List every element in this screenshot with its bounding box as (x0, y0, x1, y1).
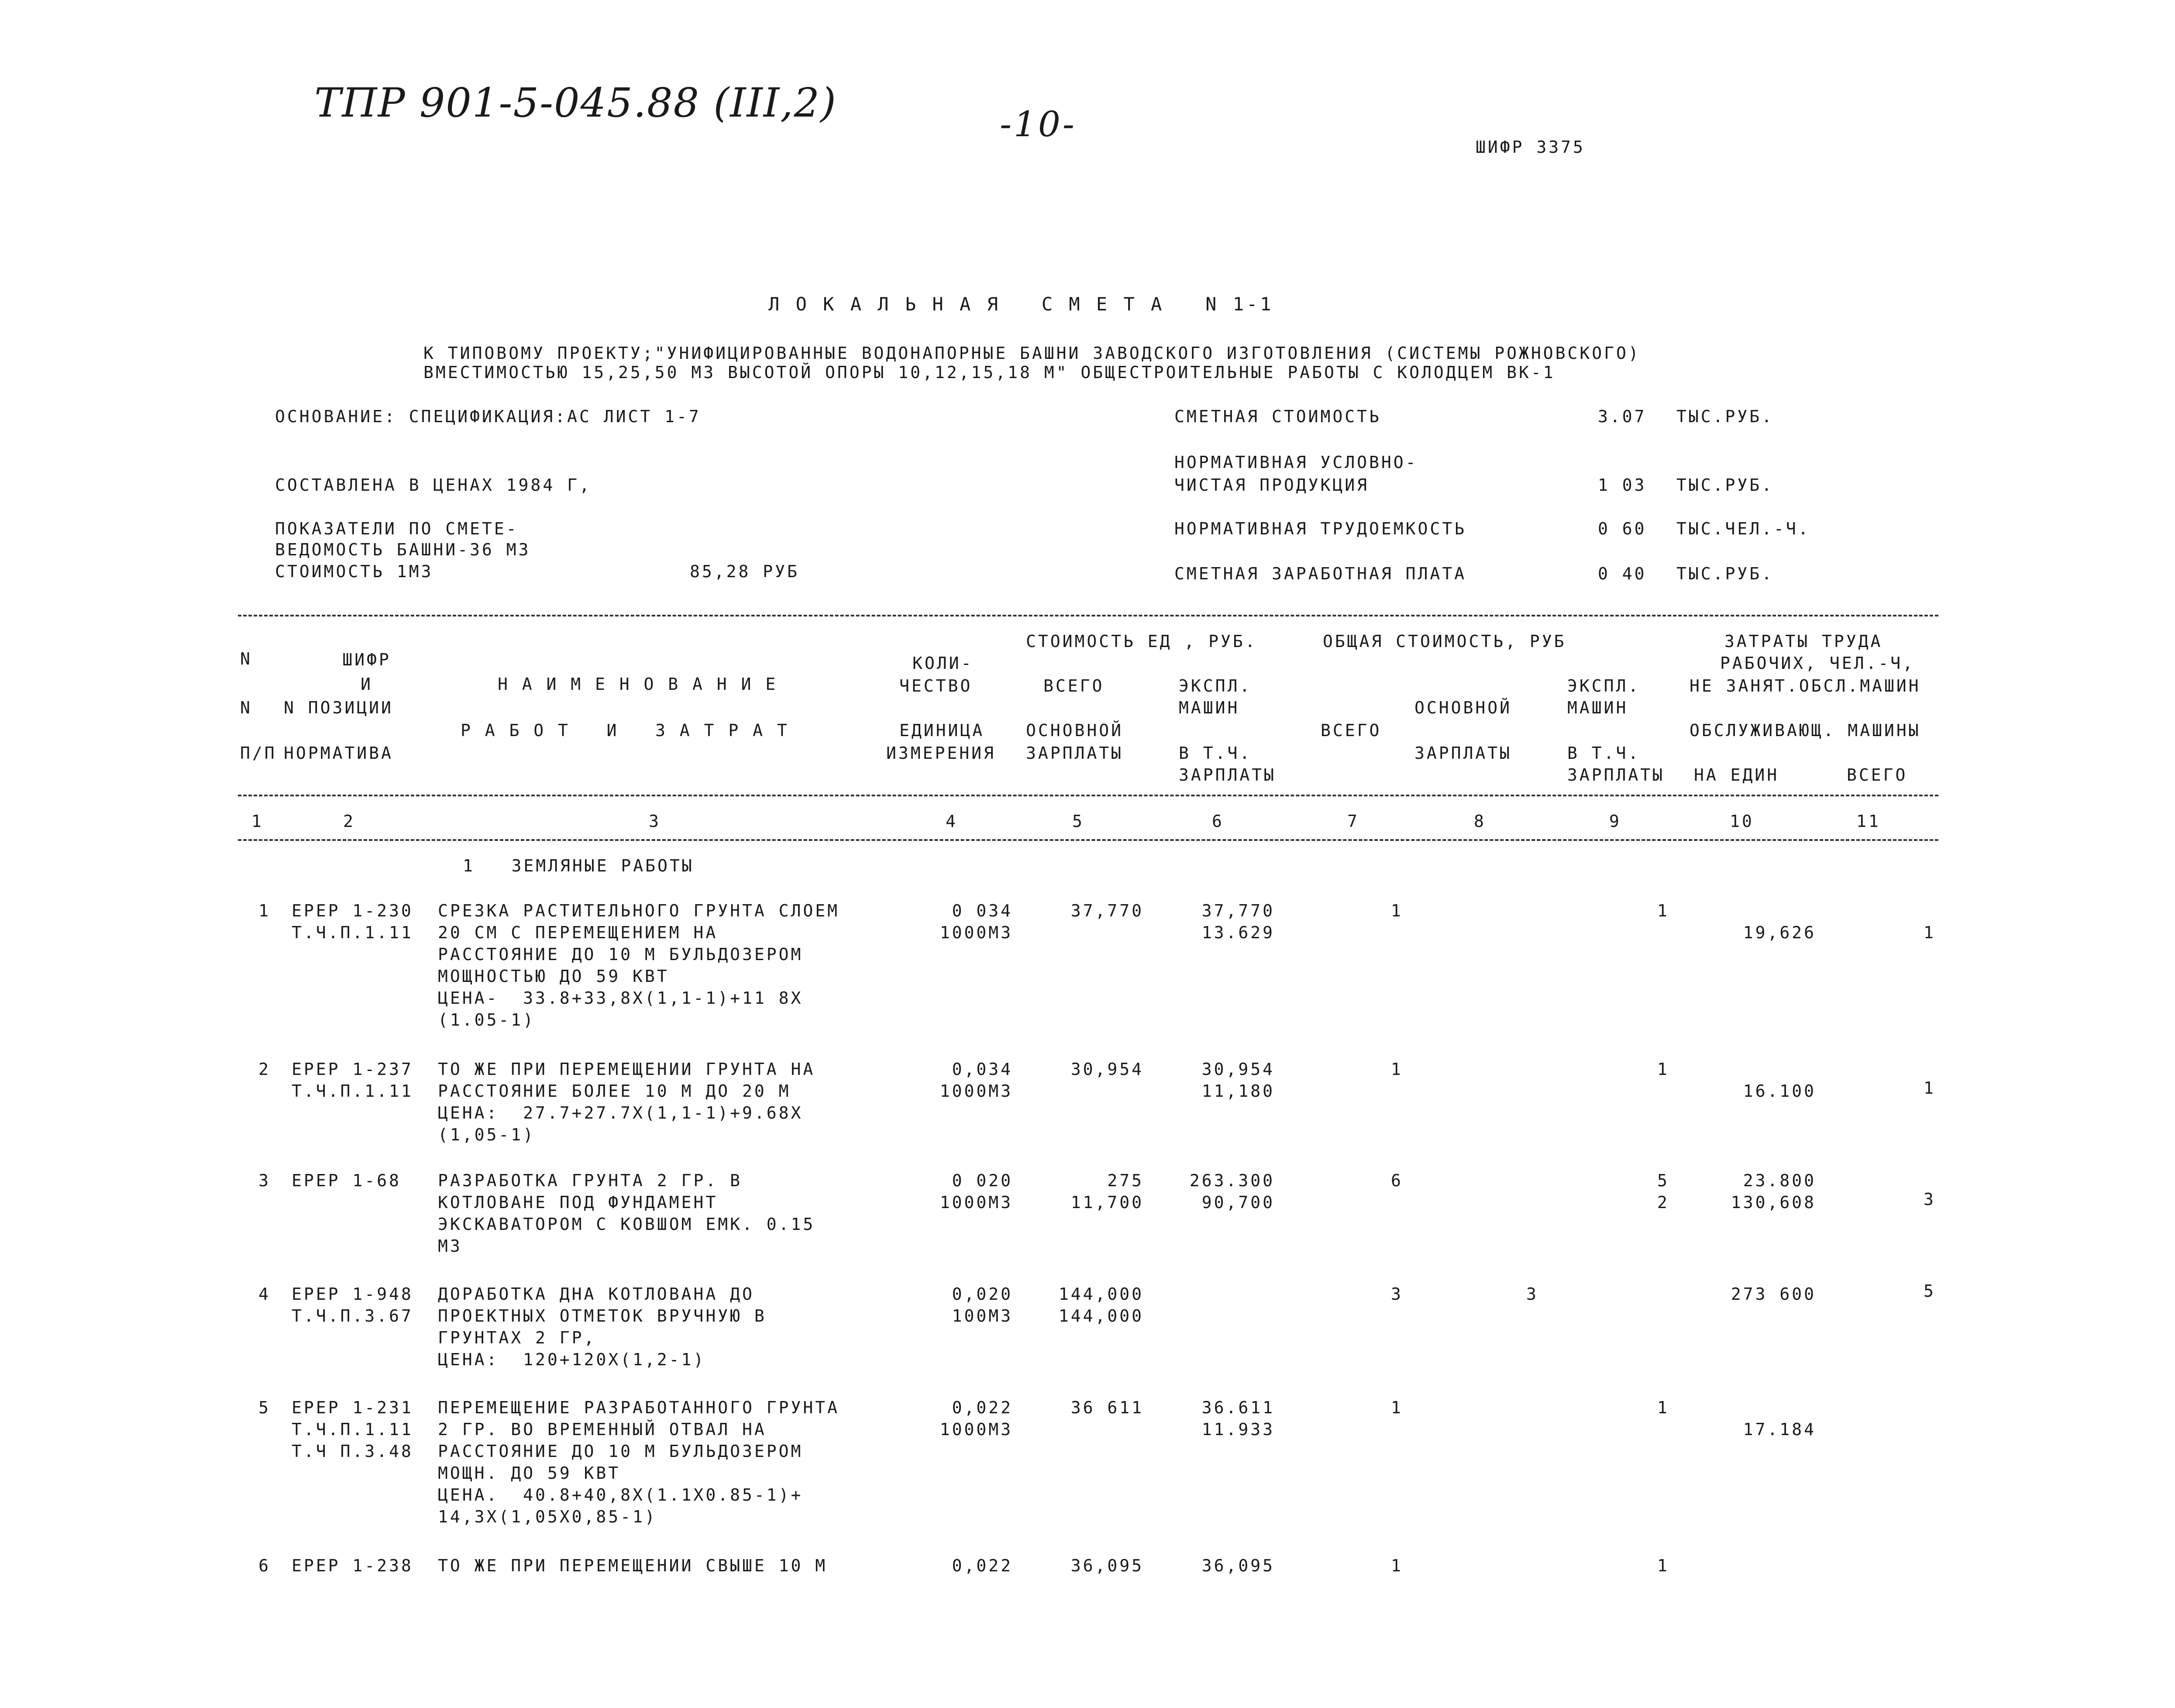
net-product-unit: ТЫС.РУБ. (1676, 475, 1774, 495)
header-col-11: ВСЕГО (1847, 765, 1908, 785)
header-col-8-b: ЗАРПЛАТЫ (1414, 744, 1512, 763)
header-col-3-b: Р А Б О Т И З А Т Р А Т (461, 721, 789, 740)
header-total-cost: ОБЩАЯ СТОИМОСТЬ, РУБ (1323, 632, 1566, 651)
net-product-label-2: ЧИСТАЯ ПРОДУКЦИЯ (1174, 475, 1370, 495)
col-number: 3 (649, 812, 661, 831)
col-number: 2 (343, 812, 355, 831)
header-col-8-a: ОСНОВНОЙ (1414, 698, 1512, 717)
col-number: 4 (946, 812, 958, 831)
header-col-5-a: ВСЕГО (1043, 676, 1105, 696)
col-number: 9 (1609, 812, 1621, 831)
header-col-2-d: НОРМАТИВА (284, 744, 393, 763)
header-unit-cost: СТОИМОСТЬ ЕД , РУБ. (1026, 632, 1257, 651)
wage-fund-label: СМЕТНАЯ ЗАРАБОТНАЯ ПЛАТА (1174, 564, 1467, 583)
header-col-9-a: ЭКСПЛ. (1567, 676, 1641, 696)
labor-intensity-unit: ТЫС.ЧЕЛ.-Ч. (1676, 519, 1810, 538)
labor-intensity-label: НОРМАТИВНАЯ ТРУДОЕМКОСТЬ (1174, 519, 1467, 538)
header-col-2-c: N ПОЗИЦИИ (284, 698, 393, 717)
page-number: -10- (1000, 104, 1077, 145)
col-number: 8 (1474, 812, 1486, 831)
header-col-7: ВСЕГО (1321, 721, 1382, 740)
header-rule-1 (238, 795, 1938, 796)
document-subtitle-line-2: ВМЕСТИМОСТЬЮ 15,25,50 М3 ВЫСОТОЙ ОПОРЫ 10,12,15,18 М" ОБЩЕСТРОИТЕЛЬНЫЕ РАБОТЫ С КОЛОДЦЕМ ВК-1 (423, 363, 1556, 382)
header-col-1-a: N (240, 649, 252, 668)
col-number: 11 (1856, 812, 1881, 831)
header-col-9-d: ЗАРПЛАТЫ (1567, 765, 1665, 785)
header-col-4-a: КОЛИ- (912, 654, 974, 673)
header-col-9-c: В Т.Ч. (1567, 744, 1641, 763)
header-labor-a: ЗАТРАТЫ ТРУДА (1724, 632, 1883, 651)
header-col-2-b: И (361, 675, 373, 694)
header-col-6-d: ЗАРПЛАТЫ (1179, 765, 1277, 785)
indicators-line-3: СТОИМОСТЬ 1М3 (275, 562, 434, 581)
prices-line: СОСТАВЛЕНА В ЦЕНАХ 1984 Г, (275, 475, 592, 495)
col-number: 10 (1730, 812, 1754, 831)
section-title: 1 ЗЕМЛЯНЫЕ РАБОТЫ (463, 856, 694, 875)
indicators-line-1: ПОКАЗАТЕЛИ ПО СМЕТЕ- (275, 519, 519, 538)
table-top-border (238, 615, 1938, 616)
header-col-1-c: П/П (240, 744, 277, 763)
wage-fund-unit: ТЫС.РУБ. (1676, 564, 1774, 583)
header-labor-d: ОБСЛУЖИВАЮЩ. МАШИНЫ (1690, 721, 1921, 740)
col-number: 7 (1347, 812, 1359, 831)
labor-intensity-value: 0 60 (1598, 519, 1647, 538)
handwritten-project-code: ТПР 901-5-045.88 (III,2) (314, 79, 837, 126)
estimate-cost-label: СМЕТНАЯ СТОИМОСТЬ (1174, 407, 1381, 426)
net-product-label-1: НОРМАТИВНАЯ УСЛОВНО- (1174, 453, 1418, 472)
net-product-value: 1 03 (1598, 475, 1647, 495)
header-col-5-b: ОСНОВНОЙ (1026, 721, 1124, 740)
header-col-1-b: N (240, 698, 252, 717)
basis-line: ОСНОВАНИЕ: СПЕЦИФИКАЦИЯ:АС ЛИСТ 1-7 (275, 407, 701, 426)
estimate-cost-unit: ТЫС.РУБ. (1676, 407, 1774, 426)
header-col-3-a: Н А И М Е Н О В А Н И Е (498, 675, 778, 694)
document-subtitle-line-1: К ТИПОВОМУ ПРОЕКТУ;"УНИФИЦИРОВАННЫЕ ВОДОНАПОРНЫЕ БАШНИ ЗАВОДСКОГО ИЗГОТОВЛЕНИЯ (СИСТЕМЫ РОЖНОВСКОГО) (423, 344, 1641, 363)
header-col-6-b: МАШИН (1179, 698, 1240, 717)
cost-per-m3: 85,28 РУБ (690, 562, 799, 581)
header-col-4-d: ИЗМЕРЕНИЯ (886, 744, 996, 763)
header-labor-c: НЕ ЗАНЯТ.ОБСЛ.МАШИН (1690, 676, 1921, 696)
header-col-4-b: ЧЕСТВО (899, 676, 973, 696)
document-title: Л О К А Л Ь Н А Я С М Е Т А N 1-1 (768, 293, 1274, 315)
header-col-9-b: МАШИН (1567, 698, 1628, 717)
indicators-line-2: ВЕДОМОСТЬ БАШНИ-36 М3 (275, 540, 531, 559)
header-col-6-c: В Т.Ч. (1179, 744, 1252, 763)
wage-fund-value: 0 40 (1598, 564, 1647, 583)
header-rule-2 (238, 839, 1938, 841)
header-col-10: НА ЕДИН (1694, 765, 1779, 785)
col-number: 6 (1212, 812, 1224, 831)
header-col-6-a: ЭКСПЛ. (1179, 676, 1252, 696)
header-col-2-a: ШИФР (342, 650, 391, 669)
header-labor-b: РАБОЧИХ, ЧЕЛ.-Ч, (1720, 654, 1915, 673)
estimate-cost-value: 3.07 (1598, 407, 1647, 426)
cipher-label: ШИФР 3375 (1476, 138, 1585, 157)
header-col-4-c: ЕДИНИЦА (899, 721, 985, 740)
col-number: 5 (1072, 812, 1084, 831)
header-col-5-c: ЗАРПЛАТЫ (1026, 744, 1124, 763)
col-number: 1 (251, 812, 264, 831)
